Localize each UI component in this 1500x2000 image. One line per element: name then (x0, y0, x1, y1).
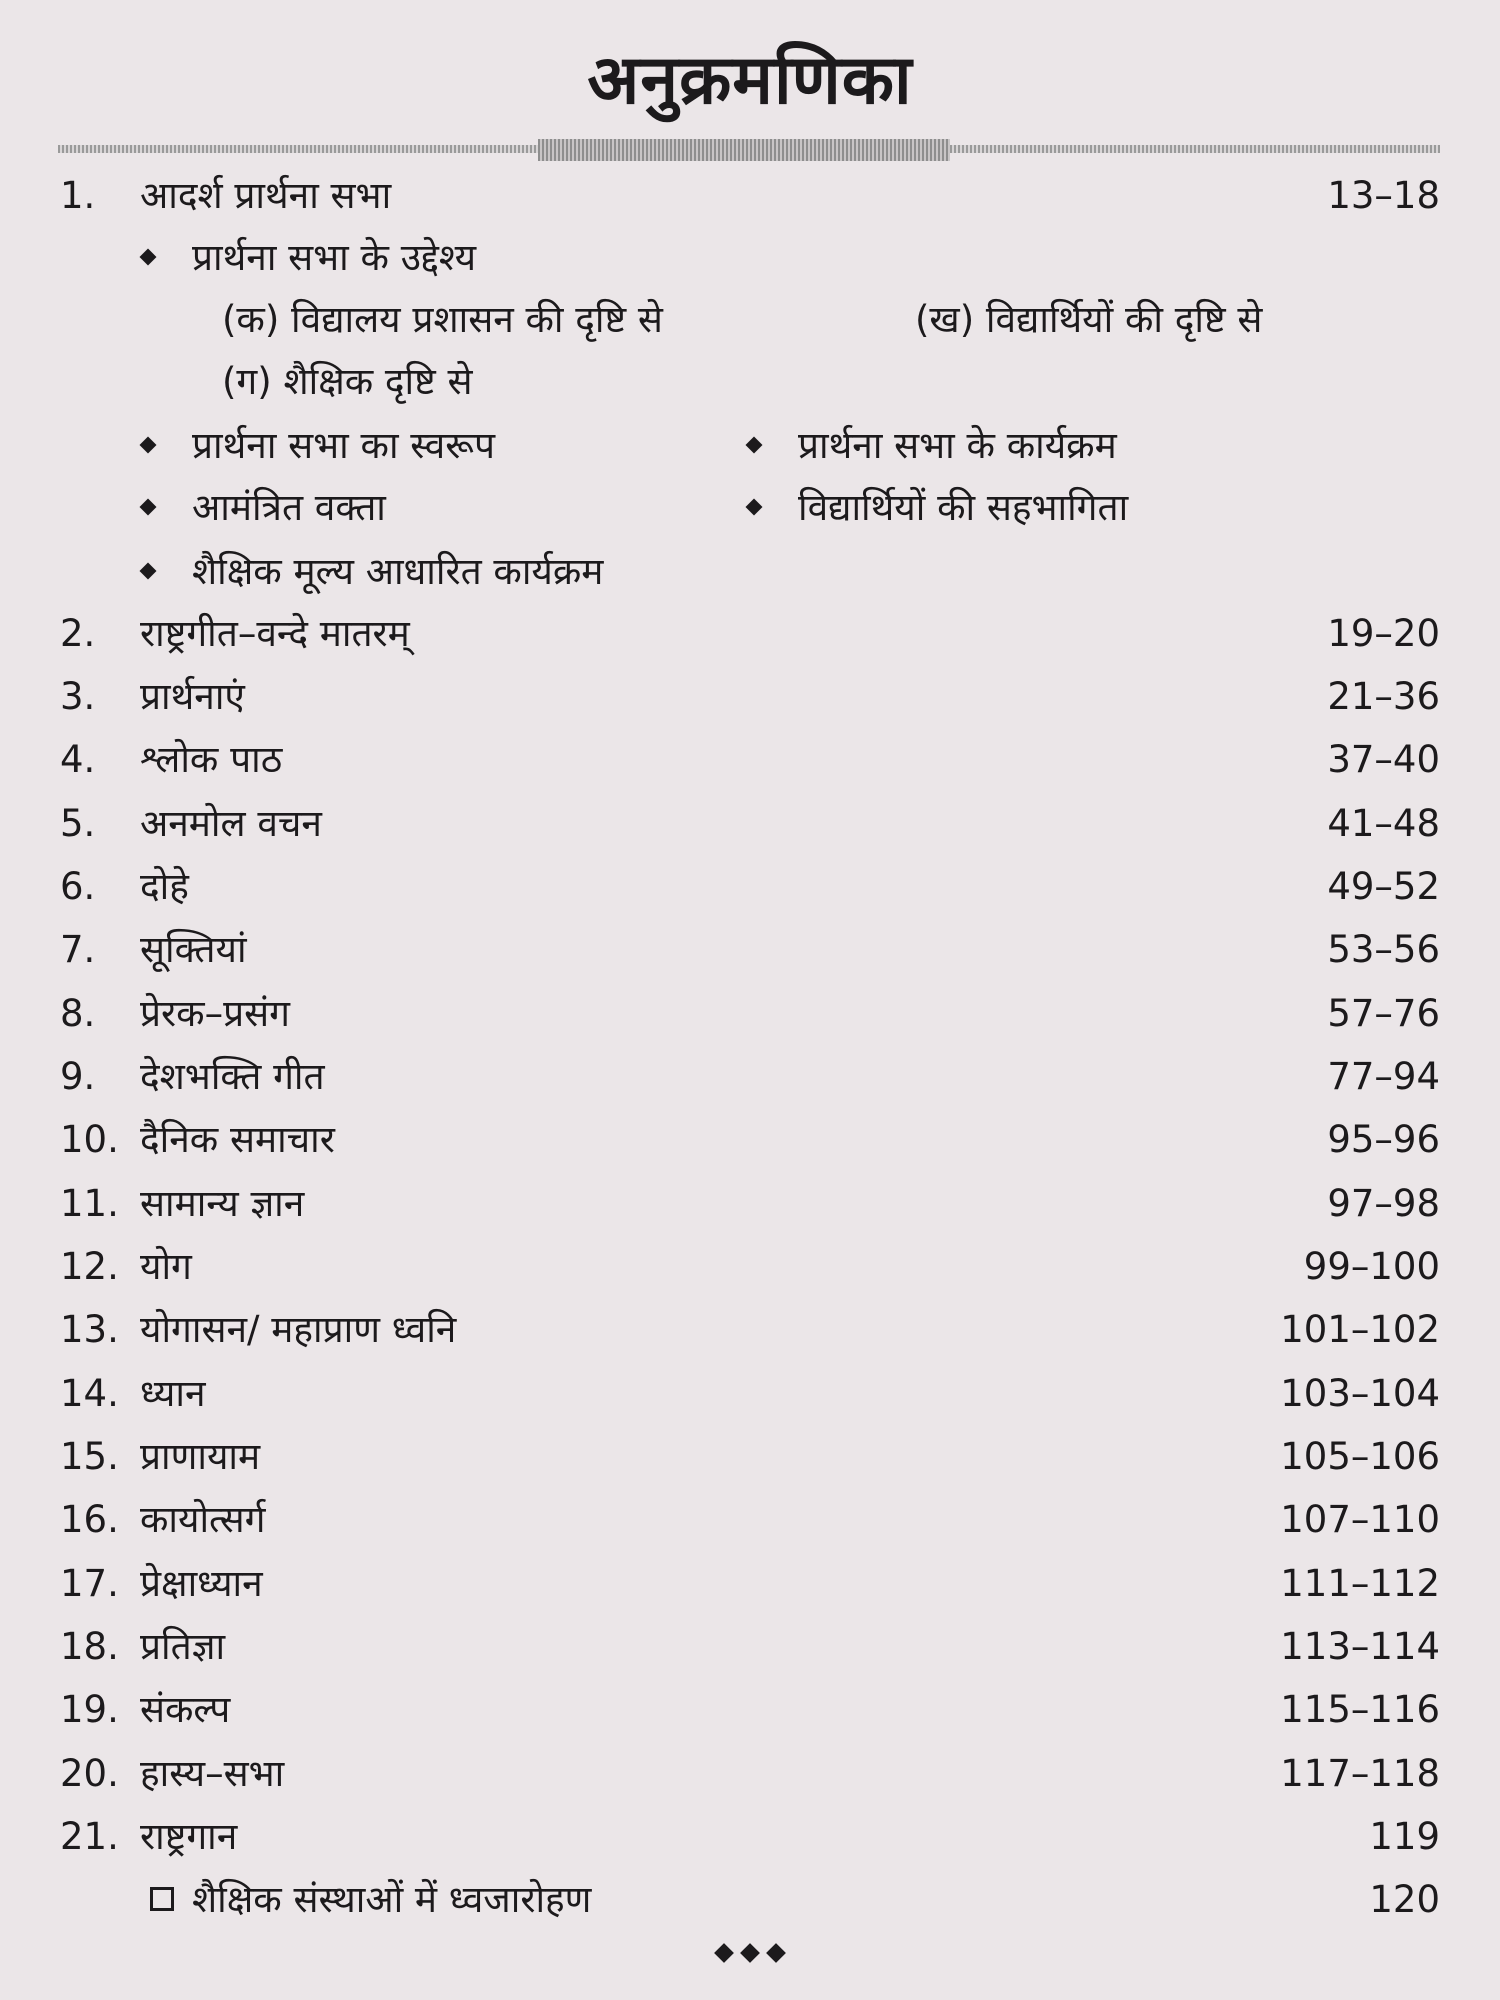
entry-pages: 49–52 (1327, 865, 1440, 908)
entry-title: सूक्तियां (140, 928, 247, 971)
entry-title: श्लोक पाठ (140, 738, 283, 781)
entry-title: प्रेक्षाध्यान (140, 1562, 263, 1605)
entry-pages: 101–102 (1280, 1308, 1440, 1351)
entry-title: प्रेरक–प्रसंग (140, 992, 290, 1035)
entry-title: प्राणायाम (140, 1435, 261, 1478)
entry-number: 17. (60, 1562, 119, 1605)
toc-entry-6[interactable] (0, 859, 1500, 915)
diamond-bullet-icon (746, 498, 763, 515)
entry-number: 19. (60, 1688, 119, 1731)
toc-entry-12[interactable] (0, 1239, 1500, 1295)
subitem-programs: प्रार्थना सभा के कार्यक्रम (748, 418, 1117, 474)
toc-entry-7[interactable] (0, 922, 1500, 978)
diamond-bullet-icon (140, 248, 157, 265)
entry-number: 20. (60, 1752, 119, 1795)
entry-title: संकल्प (140, 1688, 231, 1731)
toc-entry-5[interactable] (0, 796, 1500, 852)
entry-title: दोहे (140, 865, 189, 908)
entry-pages: 111–112 (1280, 1562, 1440, 1605)
entry-number: 5. (60, 802, 96, 845)
entry-number: 8. (60, 992, 96, 1035)
toc-entry-8[interactable] (0, 986, 1500, 1042)
toc-entry-9[interactable] (0, 1049, 1500, 1105)
toc-entry-19[interactable] (0, 1682, 1500, 1738)
toc-entry-10[interactable] (0, 1112, 1500, 1168)
subitem-objectives: प्रार्थना सभा के उद्देश्य (142, 230, 476, 286)
diamond-bullet-icon (746, 436, 763, 453)
entry-title: शैक्षिक संस्थाओं में ध्वजारोहण (150, 1872, 591, 1928)
entry-pages: 95–96 (1327, 1118, 1440, 1161)
entry-pages: 19–20 (1327, 612, 1440, 655)
entry-pages: 57–76 (1327, 992, 1440, 1035)
entry-number: 14. (60, 1372, 119, 1415)
toc-entry-14[interactable] (0, 1366, 1500, 1422)
toc-entry-16[interactable] (0, 1492, 1500, 1548)
toc-entry-11[interactable] (0, 1176, 1500, 1232)
subitem-participation: विद्यार्थियों की सहभागिता (748, 480, 1128, 536)
toc-entry-4[interactable] (0, 732, 1500, 788)
entry-pages: 119 (1369, 1815, 1440, 1858)
entry-title: प्रार्थनाएं (140, 675, 245, 718)
entry-title: राष्ट्रगान (140, 1815, 238, 1858)
entry-title: योग (140, 1245, 192, 1288)
diamond-ornament-icon (714, 1943, 734, 1963)
entry-number: 21. (60, 1815, 119, 1858)
entry-number: 6. (60, 865, 96, 908)
entry-number: 15. (60, 1435, 119, 1478)
toc-entry-2[interactable] (0, 606, 1500, 662)
entry-pages: 53–56 (1327, 928, 1440, 971)
entry-title: सामान्य ज्ञान (140, 1182, 305, 1225)
page-title: अनुक्रमणिका (587, 41, 913, 120)
diamond-bullet-icon (140, 498, 157, 515)
toc-entry-20[interactable] (0, 1746, 1500, 1802)
entry-number: 9. (60, 1055, 96, 1098)
entry-title: हास्य–सभा (140, 1752, 285, 1795)
entry-number: 11. (60, 1182, 119, 1225)
subitem-edu-view: (ग) शैक्षिक दृष्टि से (222, 360, 473, 403)
entry-pages: 103–104 (1280, 1372, 1440, 1415)
diamond-bullet-icon (140, 562, 157, 579)
diamond-ornament-icon (740, 1943, 760, 1963)
entry-number: 18. (60, 1625, 119, 1668)
entry-pages: 21–36 (1327, 675, 1440, 718)
subitem-form: प्रार्थना सभा का स्वरूप (142, 418, 495, 474)
toc-entry-21[interactable] (0, 1809, 1500, 1865)
entry-pages: 37–40 (1327, 738, 1440, 781)
entry-title: ध्यान (140, 1372, 206, 1415)
entry-pages: 105–106 (1280, 1435, 1440, 1478)
entry-title: प्रतिज्ञा (140, 1625, 226, 1668)
diamond-bullet-icon (140, 436, 157, 453)
end-ornament (0, 1945, 1500, 1964)
toc-entry-1[interactable] (0, 168, 1500, 224)
entry-number: 13. (60, 1308, 119, 1351)
entry-number: 7. (60, 928, 96, 971)
entry-title: देशभक्ति गीत (140, 1055, 325, 1098)
entry-title: अनमोल वचन (140, 802, 322, 845)
entry-title: आदर्श प्रार्थना सभा (140, 174, 392, 217)
subitem-admin-view: (क) विद्यालय प्रशासन की दृष्टि से (222, 298, 663, 341)
entry-pages: 117–118 (1280, 1752, 1440, 1795)
entry-pages: 115–116 (1280, 1688, 1440, 1731)
toc-entry-18[interactable] (0, 1619, 1500, 1675)
entry-number: 2. (60, 612, 96, 655)
entry-number: 4. (60, 738, 96, 781)
toc-entry-13[interactable] (0, 1302, 1500, 1358)
entry-title: राष्ट्रगीत–वन्दे मातरम् (140, 612, 410, 655)
entry-title: दैनिक समाचार (140, 1118, 335, 1161)
entry-number: 1. (60, 174, 96, 217)
entry-number: 3. (60, 675, 96, 718)
entry-pages: 97–98 (1327, 1182, 1440, 1225)
entry-pages: 41–48 (1327, 802, 1440, 845)
entry-number: 12. (60, 1245, 119, 1288)
subitem-speaker: आमंत्रित वक्ता (142, 480, 386, 536)
toc-entry-3[interactable] (0, 669, 1500, 725)
entry-pages: 107–110 (1280, 1498, 1440, 1541)
entry-title: योगासन/ महाप्राण ध्वनि (140, 1308, 457, 1351)
entry-pages: 13–18 (1327, 174, 1440, 217)
entry-number: 16. (60, 1498, 119, 1541)
entry-pages: 120 (1369, 1878, 1440, 1921)
toc-entry-17[interactable] (0, 1556, 1500, 1612)
subitem-student-view: (ख) विद्यार्थियों की दृष्टि से (915, 298, 1263, 341)
entry-pages: 99–100 (1303, 1245, 1440, 1288)
subitem-value-programs: शैक्षिक मूल्य आधारित कार्यक्रम (142, 544, 603, 600)
entry-title: कायोत्सर्ग (140, 1498, 266, 1541)
entry-pages: 113–114 (1280, 1625, 1440, 1668)
entry-pages: 77–94 (1327, 1055, 1440, 1098)
toc-entry-15[interactable] (0, 1429, 1500, 1485)
checkbox-square-icon (150, 1887, 174, 1911)
entry-number: 10. (60, 1118, 119, 1161)
diamond-ornament-icon (766, 1943, 786, 1963)
toc-entry-flag-hoisting[interactable] (0, 1872, 1500, 1928)
